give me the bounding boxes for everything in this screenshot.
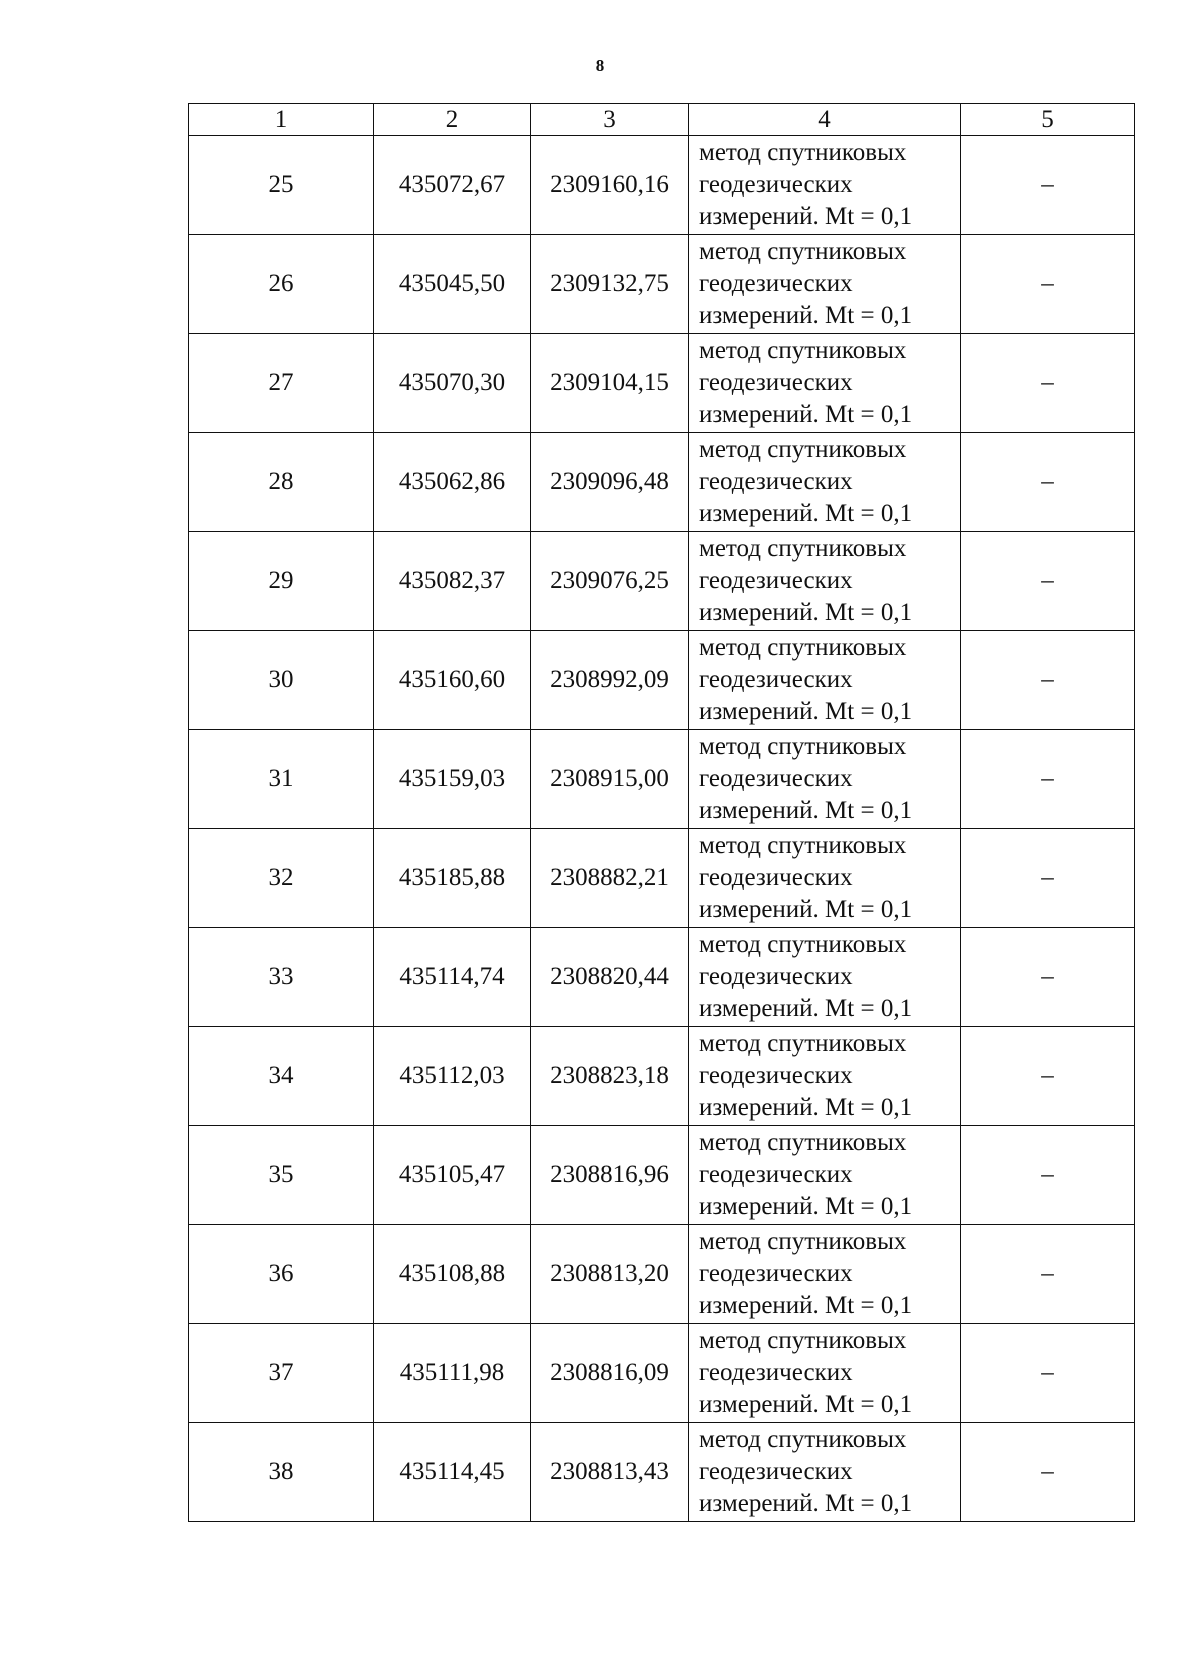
column-header-3: 3 <box>531 104 689 136</box>
coordinate-x-cell: 435114,74 <box>374 928 531 1027</box>
table-row <box>189 1423 1135 1522</box>
coordinates-table <box>188 103 1135 1522</box>
method-cell <box>689 1225 961 1324</box>
method-cell <box>689 1027 961 1126</box>
note-cell: – <box>961 235 1135 334</box>
method-cell <box>689 532 961 631</box>
point-number-cell: 32 <box>189 829 374 928</box>
column-header-1: 1 <box>189 104 374 136</box>
method-line: метод спутниковых <box>699 238 907 265</box>
note-cell: – <box>961 433 1135 532</box>
coordinate-y-cell: 2308820,44 <box>531 928 689 1027</box>
method-line: геодезических <box>699 1458 853 1485</box>
method-cell <box>689 829 961 928</box>
note-cell: – <box>961 1324 1135 1423</box>
table-row <box>189 334 1135 433</box>
coordinate-y-cell: 2308992,09 <box>531 631 689 730</box>
point-number-cell: 27 <box>189 334 374 433</box>
note-cell: – <box>961 532 1135 631</box>
method-line: измерений. Mt = 0,1 <box>699 500 913 527</box>
coordinate-y-cell: 2308816,96 <box>531 1126 689 1225</box>
method-cell <box>689 928 961 1027</box>
point-number-cell: 33 <box>189 928 374 1027</box>
method-line: метод спутниковых <box>699 1129 907 1156</box>
table-row <box>189 1225 1135 1324</box>
method-line: геодезических <box>699 567 853 594</box>
table-row <box>189 1126 1135 1225</box>
point-number-cell: 38 <box>189 1423 374 1522</box>
coordinate-y-cell: 2308823,18 <box>531 1027 689 1126</box>
note-cell: – <box>961 730 1135 829</box>
method-cell <box>689 334 961 433</box>
note-cell: – <box>961 928 1135 1027</box>
method-line: геодезических <box>699 765 853 792</box>
method-line: измерений. Mt = 0,1 <box>699 797 913 824</box>
coordinate-x-cell: 435105,47 <box>374 1126 531 1225</box>
note-cell: – <box>961 1225 1135 1324</box>
method-cell <box>689 235 961 334</box>
method-line: метод спутниковых <box>699 337 907 364</box>
method-line: измерений. Mt = 0,1 <box>699 1193 913 1220</box>
method-line: метод спутниковых <box>699 436 907 463</box>
method-line: метод спутниковых <box>699 733 907 760</box>
point-number-cell: 25 <box>189 136 374 235</box>
coordinate-x-cell: 435111,98 <box>374 1324 531 1423</box>
method-line: геодезических <box>699 666 853 693</box>
method-line: метод спутниковых <box>699 832 907 859</box>
method-cell <box>689 136 961 235</box>
coordinate-x-cell: 435072,67 <box>374 136 531 235</box>
table-row <box>189 631 1135 730</box>
table-row <box>189 730 1135 829</box>
method-line: метод спутниковых <box>699 1228 907 1255</box>
table-row <box>189 136 1135 235</box>
coordinate-x-cell: 435062,86 <box>374 433 531 532</box>
method-cell <box>689 730 961 829</box>
note-cell: – <box>961 829 1135 928</box>
column-header-4: 4 <box>689 104 961 136</box>
note-cell: – <box>961 631 1135 730</box>
note-cell: – <box>961 1027 1135 1126</box>
method-cell <box>689 1126 961 1225</box>
table-row <box>189 235 1135 334</box>
coordinate-y-cell: 2308813,20 <box>531 1225 689 1324</box>
method-line: измерений. Mt = 0,1 <box>699 896 913 923</box>
method-line: измерений. Mt = 0,1 <box>699 401 913 428</box>
table-header-row <box>189 104 1135 136</box>
point-number-cell: 37 <box>189 1324 374 1423</box>
column-header-5: 5 <box>961 104 1135 136</box>
method-line: измерений. Mt = 0,1 <box>699 1391 913 1418</box>
method-line: измерений. Mt = 0,1 <box>699 698 913 725</box>
table-row <box>189 829 1135 928</box>
note-cell: – <box>961 334 1135 433</box>
note-cell: – <box>961 136 1135 235</box>
method-line: метод спутниковых <box>699 139 907 166</box>
coordinate-y-cell: 2308882,21 <box>531 829 689 928</box>
coordinate-y-cell: 2309096,48 <box>531 433 689 532</box>
method-line: измерений. Mt = 0,1 <box>699 995 913 1022</box>
point-number-cell: 26 <box>189 235 374 334</box>
coordinate-x-cell: 435159,03 <box>374 730 531 829</box>
table-row <box>189 1324 1135 1423</box>
coordinate-x-cell: 435112,03 <box>374 1027 531 1126</box>
method-line: измерений. Mt = 0,1 <box>699 1094 913 1121</box>
table-row <box>189 928 1135 1027</box>
coordinate-x-cell: 435082,37 <box>374 532 531 631</box>
coordinate-y-cell: 2308813,43 <box>531 1423 689 1522</box>
column-header-2: 2 <box>374 104 531 136</box>
method-line: геодезических <box>699 963 853 990</box>
method-line: геодезических <box>699 468 853 495</box>
coordinate-x-cell: 435070,30 <box>374 334 531 433</box>
coordinate-y-cell: 2309104,15 <box>531 334 689 433</box>
point-number-cell: 35 <box>189 1126 374 1225</box>
method-line: метод спутниковых <box>699 1327 907 1354</box>
coordinate-y-cell: 2309132,75 <box>531 235 689 334</box>
method-line: геодезических <box>699 369 853 396</box>
point-number-cell: 29 <box>189 532 374 631</box>
point-number-cell: 28 <box>189 433 374 532</box>
method-line: геодезических <box>699 1062 853 1089</box>
method-cell <box>689 631 961 730</box>
method-line: измерений. Mt = 0,1 <box>699 1292 913 1319</box>
table-body <box>189 136 1135 1522</box>
method-line: геодезических <box>699 864 853 891</box>
method-line: измерений. Mt = 0,1 <box>699 599 913 626</box>
method-cell <box>689 1324 961 1423</box>
note-cell: – <box>961 1423 1135 1522</box>
point-number-cell: 30 <box>189 631 374 730</box>
method-line: метод спутниковых <box>699 535 907 562</box>
method-line: геодезических <box>699 171 853 198</box>
coordinate-x-cell: 435045,50 <box>374 235 531 334</box>
method-line: измерений. Mt = 0,1 <box>699 1490 913 1517</box>
coordinate-y-cell: 2309076,25 <box>531 532 689 631</box>
method-cell <box>689 1423 961 1522</box>
method-cell <box>689 433 961 532</box>
coordinate-x-cell: 435108,88 <box>374 1225 531 1324</box>
coordinate-x-cell: 435114,45 <box>374 1423 531 1522</box>
page-number: 8 <box>595 56 605 75</box>
method-line: геодезических <box>699 1359 853 1386</box>
table-row <box>189 433 1135 532</box>
point-number-cell: 36 <box>189 1225 374 1324</box>
table-row <box>189 1027 1135 1126</box>
note-cell: – <box>961 1126 1135 1225</box>
coordinate-x-cell: 435185,88 <box>374 829 531 928</box>
method-line: метод спутниковых <box>699 1426 907 1453</box>
method-line: измерений. Mt = 0,1 <box>699 203 913 230</box>
point-number-cell: 31 <box>189 730 374 829</box>
method-line: метод спутниковых <box>699 931 907 958</box>
coordinate-y-cell: 2308816,09 <box>531 1324 689 1423</box>
method-line: геодезических <box>699 1260 853 1287</box>
coordinate-y-cell: 2309160,16 <box>531 136 689 235</box>
method-line: геодезических <box>699 270 853 297</box>
point-number-cell: 34 <box>189 1027 374 1126</box>
method-line: метод спутниковых <box>699 1030 907 1057</box>
table-row <box>189 532 1135 631</box>
coordinate-x-cell: 435160,60 <box>374 631 531 730</box>
coordinate-y-cell: 2308915,00 <box>531 730 689 829</box>
method-line: геодезических <box>699 1161 853 1188</box>
method-line: измерений. Mt = 0,1 <box>699 302 913 329</box>
method-line: метод спутниковых <box>699 634 907 661</box>
